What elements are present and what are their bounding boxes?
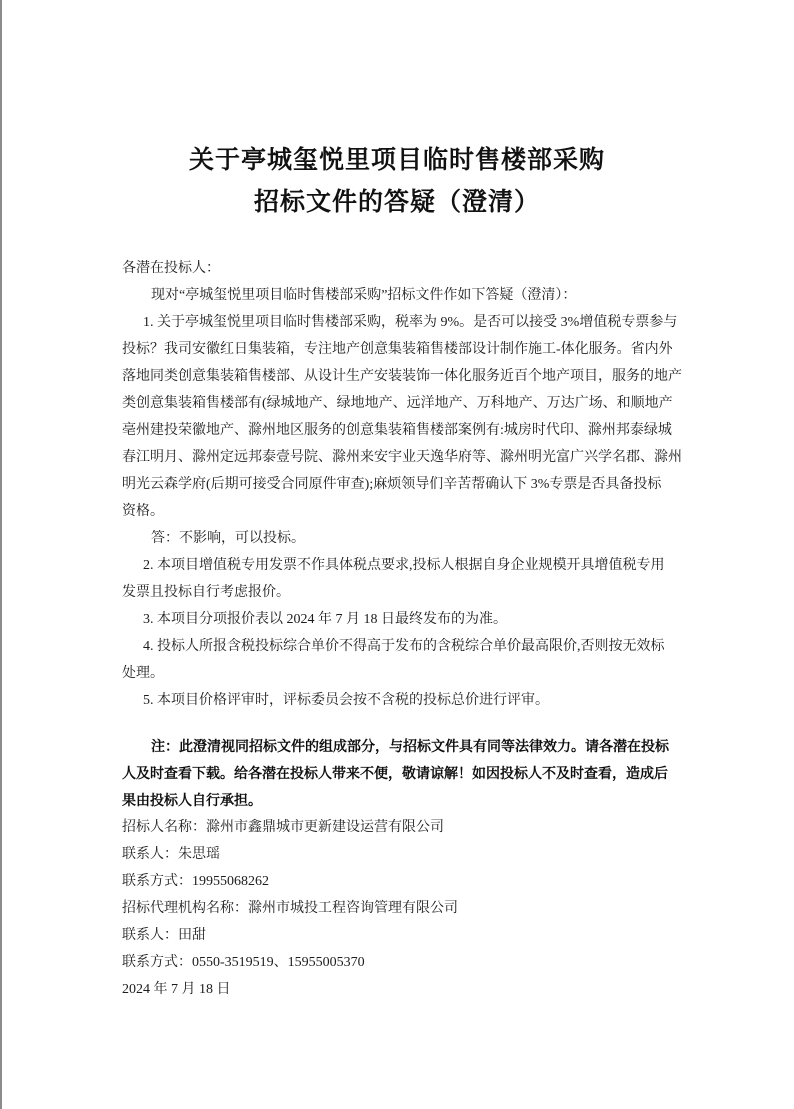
document-title (122, 140, 672, 224)
contact-line: 联系方式：19955068262 (122, 874, 269, 889)
contact-line: 招标人名称：滁州市鑫鼎城市更新建设运营有限公司 (122, 820, 444, 835)
note-paragraph (122, 733, 672, 814)
body-line: 1. 关于亭城玺悦里项目临时售楼部采购，税率为 9%。是否可以接受 3%增值税专票参与 (143, 315, 678, 330)
body-line: 落地同类创意集装箱售楼部、从设计生产安装装饰一体化服务近百个地产项目，服务的地产 (122, 369, 682, 384)
body-line: 发票且投标自行考虑报价。 (122, 585, 290, 600)
body-line: 现对“亭城玺悦里项目临时售楼部采购”招标文件作如下答疑（澄清）： (151, 288, 577, 303)
body-paragraphs (122, 255, 682, 714)
body-line: 亳州建投荣徽地产、滁州地区服务的创意集装箱售楼部案例有:城房时代印、滁州邦泰绿城 (122, 423, 672, 438)
note-line: 人及时查看下载。给各潜在投标人带来不便，敬请谅解！如因投标人不及时查看，造成后 (122, 765, 668, 781)
body-line: 3. 本项目分项报价表以 2024 年 7 月 18 日最终发布的为准。 (143, 612, 507, 627)
contact-line: 联系方式：0550-3519519、15955005370 (122, 955, 365, 970)
body-line: 春江明月、滁州定远邦泰壹号院、滁州来安宇业天逸华府等、滁州明光富广兴学名郡、滁州 (122, 450, 682, 465)
note-line: 果由投标人自行承担。 (122, 792, 262, 808)
body-line: 资格。 (122, 504, 164, 519)
body-line: 4. 投标人所报含税投标综合单价不得高于发布的含税综合单价最高限价,否则按无效标 (143, 639, 665, 654)
page-edge-line (0, 0, 2, 1109)
body-line: 类创意集装箱售楼部有(绿城地产、绿地地产、远洋地产、万科地产、万达广场、和顺地产 (122, 396, 673, 411)
body-line: 答：不影响，可以投标。 (151, 531, 305, 546)
contact-line: 联系人：田甜 (122, 928, 206, 943)
contact-line: 联系人：朱思瑶 (122, 847, 220, 862)
document-content (122, 0, 682, 1003)
body-line: 明光云森学府(后期可接受合同原件审查);麻烦领导们辛苦帮确认下 3%专票是否具备投标 (122, 477, 662, 492)
blank-gap (122, 714, 672, 733)
body-line: 投标？我司安徽红日集装箱，专注地产创意集装箱售楼部设计制作施工-体化服务。省内外 (122, 342, 673, 357)
body-line: 5. 本项目价格评审时，评标委员会按不含税的投标总价进行评审。 (143, 693, 549, 708)
body-line: 各潜在投标人： (122, 261, 220, 276)
contact-line: 招标代理机构名称：滁州市城投工程咨询管理有限公司 (122, 901, 458, 916)
title-line-1: 关于亭城玺悦里项目临时售楼部采购 (188, 147, 605, 174)
note-line: 注：此澄清视同招标文件的组成部分，与招标文件具有同等法律效力。请各潜在投标 (151, 738, 669, 754)
contact-info (122, 814, 672, 1003)
body-line: 2. 本项目增值税专用发票不作具体税点要求,投标人根据自身企业规模开具增值税专用 (143, 558, 665, 573)
contact-line: 2024 年 7 月 18 日 (122, 982, 231, 997)
title-line-2: 招标文件的答疑（澄清） (253, 189, 540, 216)
body-line: 处理。 (122, 666, 164, 681)
